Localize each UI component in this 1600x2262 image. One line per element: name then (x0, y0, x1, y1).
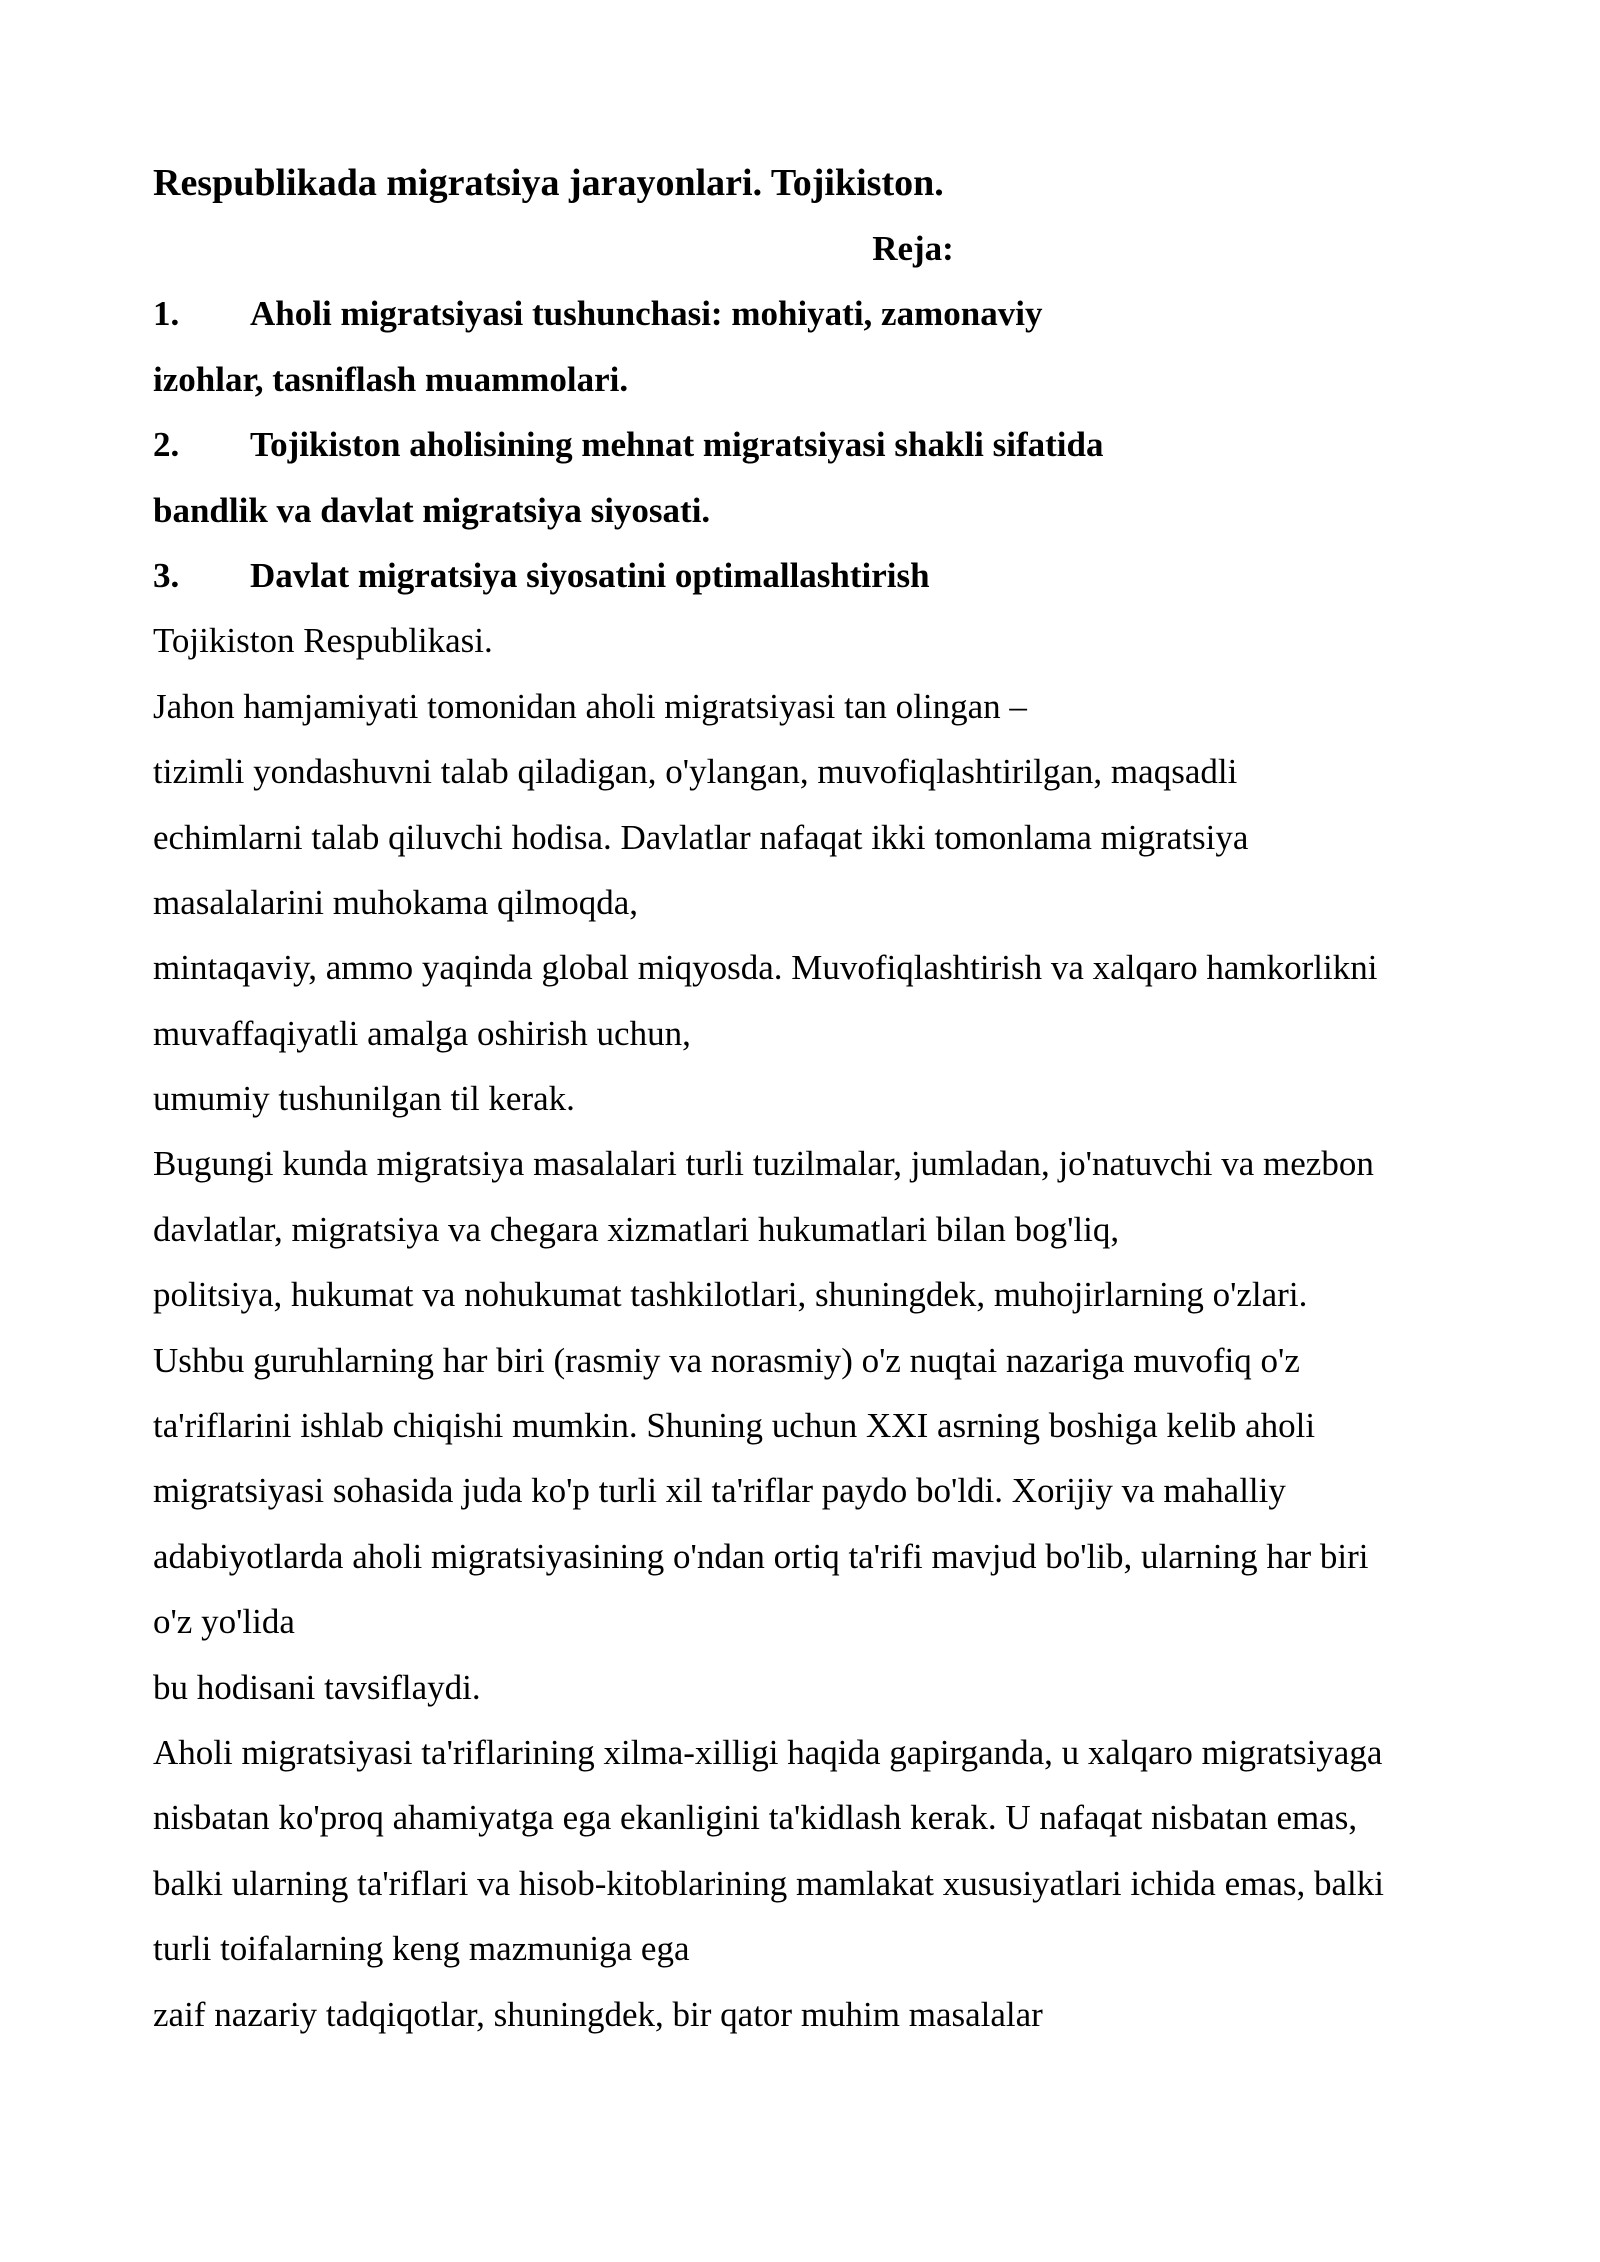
body-line: Tojikiston Respublikasi. (153, 621, 493, 661)
body-line: politsiya, hukumat va nohukumat tashkilotlari, shuningdek, muhojirlarning o'zlari. (153, 1275, 1308, 1315)
body-line: zaif nazariy tadqiqotlar, shuningdek, bir qator muhim masalalar (153, 1994, 1043, 2034)
body-line: turli toifalarning keng mazmuniga ega (153, 1929, 690, 1969)
plan-item-1-continuation: izohlar, tasniflash muammolari. (153, 359, 629, 399)
body-line: Jahon hamjamiyati tomonidan aholi migratsiyasi tan olingan – (153, 686, 1027, 726)
plan-item-number: 2. (153, 425, 180, 465)
plan-item-number: 1. (153, 294, 180, 334)
plan-item-number: 3. (153, 555, 180, 595)
body-line: nisbatan ko'proq ahamiyatga ega ekanligini ta'kidlash kerak. U nafaqat nisbatan emas, (153, 1798, 1358, 1838)
body-line: tizimli yondashuvni talab qiladigan, o'ylangan, muvofiqlashtirilgan, maqsadli (153, 752, 1238, 792)
body-line: o'z yo'lida (153, 1602, 295, 1642)
body-line: adabiyotlarda aholi migratsiyasining o'ndan ortiq ta'rifi mavjud bo'lib, ularning har biri (153, 1536, 1369, 1576)
body-text (153, 608, 1493, 2047)
plan-item-2 (153, 412, 1493, 477)
body-line: davlatlar, migratsiya va chegara xizmatlari hukumatlari bilan bog'liq, (153, 1209, 1120, 1249)
body-line: muvaffaqiyatli amalga oshirish uchun, (153, 1013, 691, 1053)
body-line: Aholi migratsiyasi ta'riflarining xilma-xilligi haqida gapirganda, u xalqaro migratsiyaga (153, 1732, 1383, 1772)
body-line: mintaqaviy, ammo yaqinda global miqyosda. Muvofiqlashtirish va xalqaro hamkorlikni (153, 948, 1378, 988)
body-line: bu hodisani tavsiflaydi. (153, 1667, 481, 1707)
plan-item-text: Davlat migratsiya siyosatini optimallashtirish (250, 555, 930, 595)
body-line: masalalarini muhokama qilmoqda, (153, 882, 639, 922)
plan-item-3 (153, 543, 1493, 608)
body-line: Ushbu guruhlarning har biri (rasmiy va norasmiy) o'z nuqtai nazariga muvofiq o'z (153, 1340, 1300, 1380)
body-line: echimlarni talab qiluvchi hodisa. Davlatlar nafaqat ikki tomonlama migratsiya (153, 817, 1249, 857)
plan-item-text: Tojikiston aholisining mehnat migratsiyasi shakli sifatida (250, 425, 1104, 465)
body-line: Bugungi kunda migratsiya masalalari turli tuzilmalar, jumladan, jo'natuvchi va mezbon (153, 1144, 1374, 1184)
plan-item-2-continuation: bandlik va davlat migratsiya siyosati. (153, 490, 711, 530)
document-title: Respublikada migratsiya jarayonlari. Tojikiston. (153, 162, 944, 204)
body-line: ta'riflarini ishlab chiqishi mumkin. Shuning uchun XXI asrning boshiga kelib aholi (153, 1406, 1316, 1446)
body-line: umumiy tushunilgan til kerak. (153, 1079, 575, 1119)
plan-heading: Reja: (872, 229, 954, 268)
plan-item-1 (153, 281, 1493, 346)
body-line: migratsiyasi sohasida juda ko'p turli xil ta'riflar paydo bo'ldi. Xorijiy va mahalliy (153, 1471, 1286, 1511)
body-line: balki ularning ta'riflari va hisob-kitoblarining mamlakat xususiyatlari ichida emas, balki (153, 1863, 1384, 1903)
document-content (153, 150, 1493, 2047)
plan-item-text: Aholi migratsiyasi tushunchasi: mohiyati, zamonaviy (250, 294, 1043, 334)
